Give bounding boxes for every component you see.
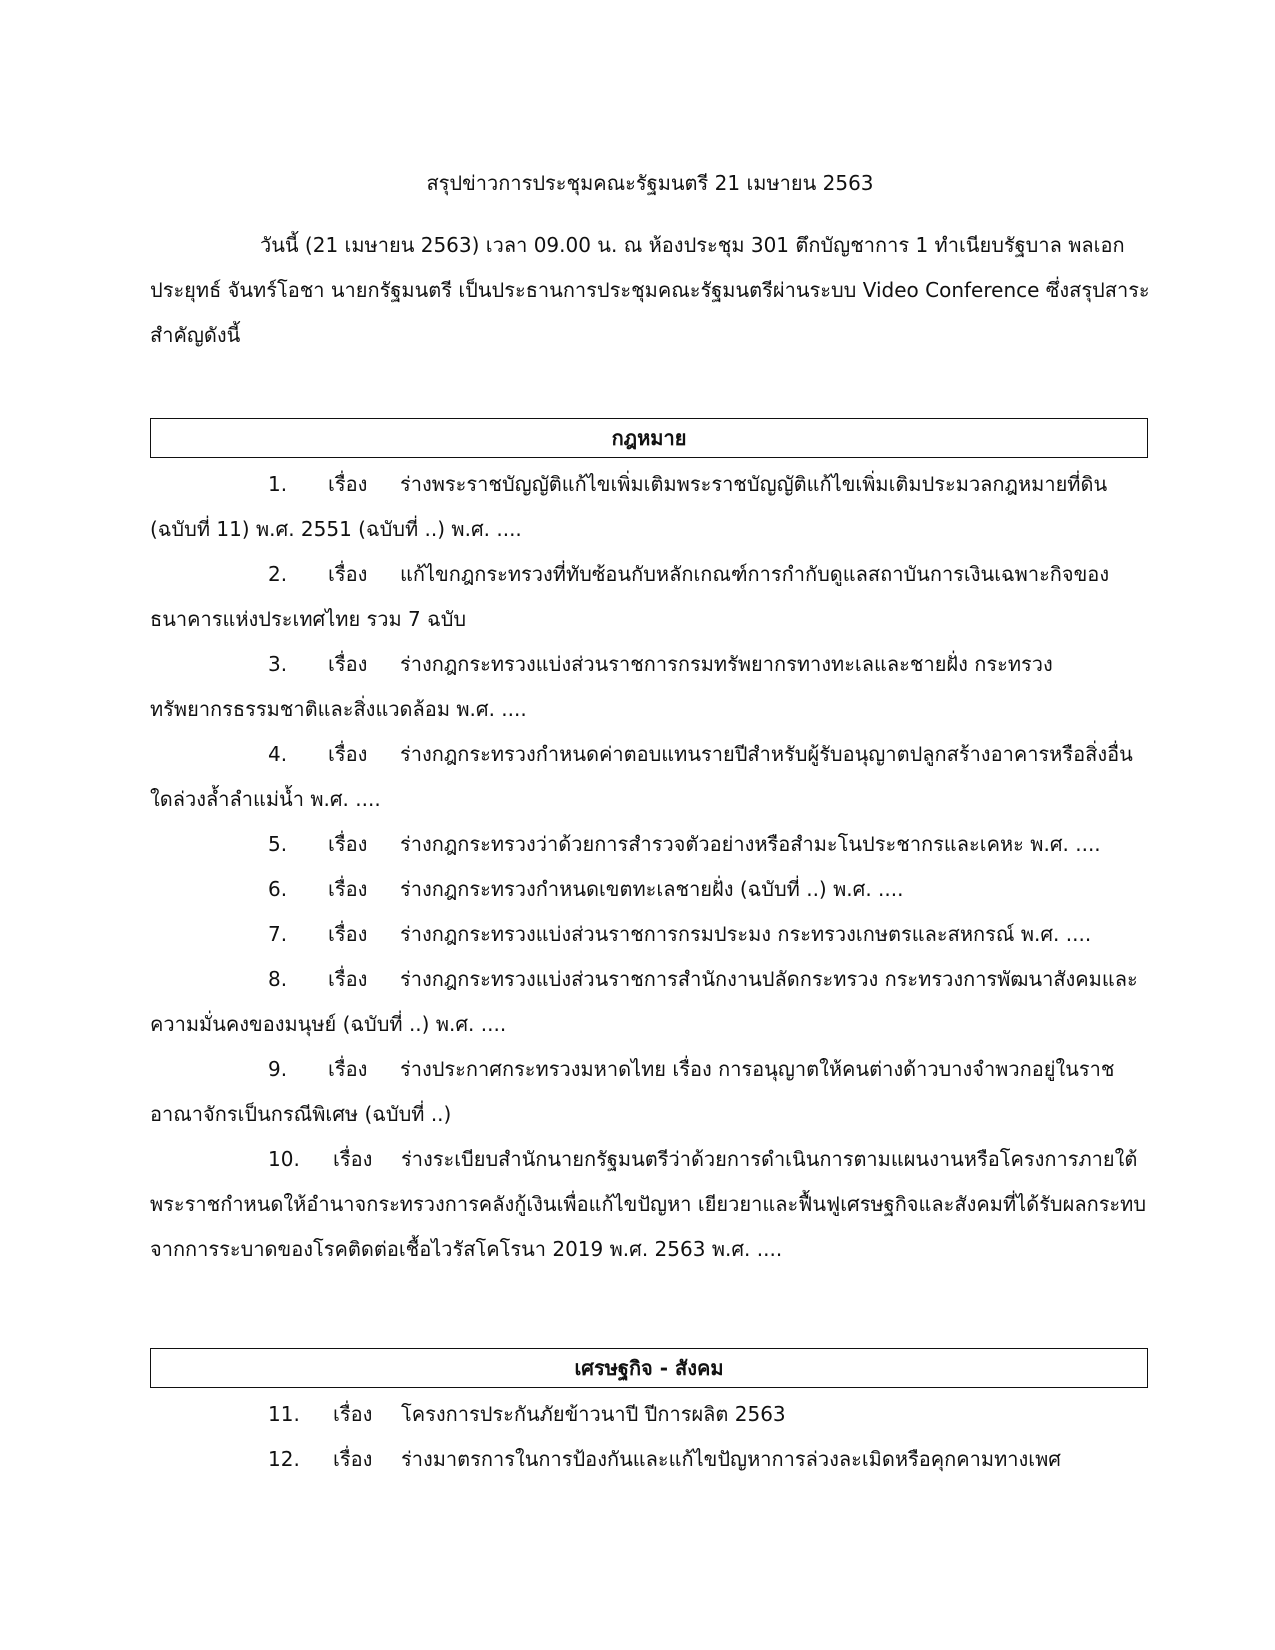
item-number: 5.	[268, 832, 288, 856]
item-number: 2.	[268, 562, 288, 586]
item-number: 12.	[268, 1447, 300, 1471]
item-label: เรื่อง	[328, 652, 368, 676]
list-item	[150, 1137, 1150, 1272]
list-item	[150, 1437, 1150, 1482]
item-text: ร่างกฎกระทรวงว่าด้วยการสำรวจตัวอย่างหรือสำมะโนประชากรและเคหะ พ.ศ. ....	[400, 832, 1101, 856]
item-label: เรื่อง	[328, 742, 368, 766]
item-number: 10.	[268, 1147, 300, 1171]
list-item	[150, 867, 1150, 912]
list-item	[150, 1392, 1150, 1437]
intro-paragraph	[150, 223, 1150, 358]
section-heading-law: กฎหมาย	[150, 418, 1148, 458]
item-label: เรื่อง	[328, 967, 368, 991]
page-title: สรุปข่าวการประชุมคณะรัฐมนตรี 21 เมษายน 2563	[426, 171, 874, 195]
item-text: ร่างกฎกระทรวงแบ่งส่วนราชการสำนักงานปลัดกระทรวง กระทรวงการพัฒนาสังคมและความมั่นคงของมนุษย์ (ฉบับที่ ..) พ.ศ. ....	[150, 967, 1138, 1036]
list-item	[150, 642, 1150, 732]
item-text: แก้ไขกฎกระทรวงที่ทับซ้อนกับหลักเกณฑ์การกำกับดูแลสถาบันการเงินเฉพาะกิจของธนาคารแห่งประเทศไทย รวม 7 ฉบับ	[150, 562, 1110, 631]
list-item	[150, 462, 1150, 552]
item-label: เรื่อง	[333, 1447, 373, 1471]
list-item	[150, 732, 1150, 822]
law-items-list	[150, 462, 1150, 1272]
item-text: ร่างกฎกระทรวงกำหนดเขตทะเลชายฝั่ง (ฉบับที่ ..) พ.ศ. ....	[400, 877, 904, 901]
item-label: เรื่อง	[328, 922, 368, 946]
item-label: เรื่อง	[328, 472, 368, 496]
item-text: ร่างประกาศกระทรวงมหาดไทย เรื่อง การอนุญาตให้คนต่างด้าวบางจำพวกอยู่ในราชอาณาจักรเป็นกรณีพิเศษ (ฉบับที่ ..)	[150, 1057, 1115, 1126]
economy-items-list	[150, 1392, 1150, 1482]
list-item	[150, 912, 1150, 957]
item-text: ร่างระเบียบสำนักนายกรัฐมนตรีว่าด้วยการดำเนินการตามแผนงานหรือโครงการภายใต้พระราชกำหนดให้อำนาจกระทรวงการคลังกู้เงินเพื่อแก้ไขปัญหา เยียวยาและฟื้นฟูเศรษฐกิจและสังคมที่ได้รับผลกระทบจากการระบาดของโรคติดต่อเชื้อไวรัสโคโรนา 2019 พ.ศ. 2563 พ.ศ. ....	[150, 1147, 1147, 1261]
list-item	[150, 1047, 1150, 1137]
item-number: 4.	[268, 742, 288, 766]
item-number: 7.	[268, 922, 288, 946]
item-text: ร่างกฎกระทรวงแบ่งส่วนราชการกรมประมง กระทรวงเกษตรและสหกรณ์ พ.ศ. ....	[400, 922, 1092, 946]
item-text: ร่างมาตรการในการป้องกันและแก้ไขปัญหาการล่วงละเมิดหรือคุกคามทางเพศ	[401, 1447, 1061, 1471]
item-label: เรื่อง	[333, 1147, 373, 1171]
item-number: 3.	[268, 652, 288, 676]
item-label: เรื่อง	[328, 1057, 368, 1081]
section-heading-economy-society: เศรษฐกิจ - สังคม	[150, 1348, 1148, 1388]
item-label: เรื่อง	[328, 832, 368, 856]
item-number: 6.	[268, 877, 288, 901]
item-text: ร่างกฎกระทรวงแบ่งส่วนราชการกรมทรัพยากรทางทะเลและชายฝั่ง กระทรวงทรัพยากรธรรมชาติและสิ่งแวดล้อม พ.ศ. ....	[150, 652, 1053, 721]
item-number: 9.	[268, 1057, 288, 1081]
item-text: โครงการประกันภัยข้าวนาปี ปีการผลิต 2563	[401, 1402, 786, 1426]
item-label: เรื่อง	[328, 562, 368, 586]
item-number: 8.	[268, 967, 288, 991]
list-item	[150, 552, 1150, 642]
item-text: ร่างกฎกระทรวงกำหนดค่าตอบแทนรายปีสำหรับผู้รับอนุญาตปลูกสร้างอาคารหรือสิ่งอื่นใดล่วงล้ำลำแม่น้ำ พ.ศ. ....	[150, 742, 1133, 811]
item-label: เรื่อง	[328, 877, 368, 901]
list-item	[150, 957, 1150, 1047]
item-label: เรื่อง	[333, 1402, 373, 1426]
list-item	[150, 822, 1150, 867]
intro-text: วันนี้ (21 เมษายน 2563) เวลา 09.00 น. ณ ห้องประชุม 301 ตึกบัญชาการ 1 ทำเนียบรัฐบาล พลเอก ประยุทธ์ จันทร์โอชา นายกรัฐมนตรี เป็นประธานการประชุมคณะรัฐมนตรีผ่านระบบ Video Conference ซึ่งสรุปสาระสำคัญดังนี้	[150, 233, 1150, 347]
item-number: 11.	[268, 1402, 300, 1426]
item-number: 1.	[268, 472, 288, 496]
item-text: ร่างพระราชบัญญัติแก้ไขเพิ่มเติมพระราชบัญญัติแก้ไขเพิ่มเติมประมวลกฎหมายที่ดิน (ฉบับที่ 11) พ.ศ. 2551 (ฉบับที่ ..) พ.ศ. ....	[150, 472, 1108, 541]
